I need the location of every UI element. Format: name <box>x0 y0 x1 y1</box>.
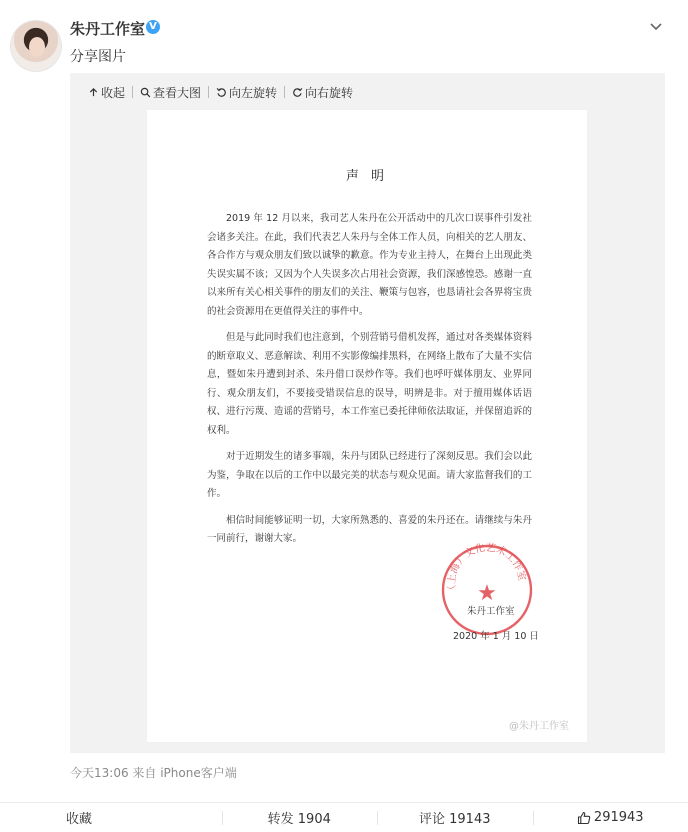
view-large-label: 查看大图 <box>153 85 202 100</box>
statement-paragraph: 相信时间能够证明一切，大家所熟悉的、喜爱的朱丹还在。请继续与朱丹一同前行，谢谢大家。 <box>207 514 532 544</box>
view-large-button[interactable] <box>140 84 201 101</box>
like-button[interactable] <box>533 803 688 832</box>
rotate-right-icon <box>292 87 303 98</box>
statement-paragraph: 2019 年 12 月以来，我司艺人朱丹在公开活动中的几次口误事件引发社会诸多关注。在此，我们代表艺人朱丹与全体工作人员，向相关的艺人朋友、各合作方与观众朋友们致以诚挚的歉意。作为专业主持人，在舞台上出现此类失误实属不该；又因为个人失误多次占用社会资源，我们深感惶恐。感谢一直以来所有关心相关事件的朋友们的关注、鞭策与包容，也恳请社会各界将宝贵的社会资源用在更值得关注的事件中。 <box>207 213 532 317</box>
post-meta: 今天13:06 来自 iPhone客户端 <box>70 766 237 780</box>
repost-button[interactable] <box>222 803 378 832</box>
search-icon <box>140 87 151 98</box>
comment-button[interactable] <box>377 803 533 832</box>
image-toolbar <box>88 83 353 101</box>
favorite-button[interactable] <box>0 803 222 832</box>
like-count: 291943 <box>593 810 644 825</box>
action-bar <box>0 802 688 832</box>
collapse-arrow-icon <box>88 87 99 98</box>
statement-image[interactable] <box>147 110 587 742</box>
post-text: 分享图片 <box>70 49 126 65</box>
rotate-left-icon <box>216 87 227 98</box>
seal-text: （上海）文化艺术工作室 <box>446 542 528 596</box>
image-viewer <box>70 73 665 753</box>
statement-body <box>207 210 532 557</box>
red-seal-stamp <box>439 542 535 638</box>
seal-star-icon: ★ <box>477 581 497 606</box>
favorite-label: 收藏 <box>66 812 93 827</box>
avatar[interactable] <box>10 20 62 72</box>
rotate-left-button[interactable] <box>216 84 277 101</box>
toolbar-divider <box>132 86 133 98</box>
chevron-down-icon[interactable] <box>648 18 664 34</box>
statement-paragraph: 对于近期发生的诸多事端，朱丹与团队已经进行了深刻反思。我们会以此为鉴，争取在以后的工作中以最完美的状态与观众见面。请大家监督我们的工作。 <box>207 451 532 499</box>
thumbs-up-icon <box>577 811 591 825</box>
rotate-right-label: 向右旋转 <box>305 85 354 100</box>
rotate-right-button[interactable] <box>292 84 353 101</box>
collapse-label: 收起 <box>101 85 126 100</box>
collapse-button[interactable] <box>88 84 125 101</box>
repost-label: 转发 1904 <box>267 812 331 827</box>
comment-label: 评论 19143 <box>419 812 491 827</box>
author-name[interactable]: 朱丹工作室 <box>70 20 146 38</box>
toolbar-divider <box>284 86 285 98</box>
statement-title: 声 明 <box>345 169 389 184</box>
statement-date: 2020 年 1 月 10 日 <box>453 631 539 642</box>
verified-badge-icon: V <box>146 20 160 34</box>
rotate-left-label: 向左旋转 <box>229 85 278 100</box>
image-watermark: @朱丹工作室 <box>509 721 569 732</box>
statement-signature: 朱丹工作室 <box>467 606 515 617</box>
toolbar-divider <box>208 86 209 98</box>
statement-paragraph: 但是与此同时我们也注意到，个别营销号借机发挥，通过对各类媒体资料的断章取义、恶意解读、利用不实影像编排黑料，在网络上散布了大量不实信息，暨如朱丹遭到封杀、朱丹借口误炒作等。我们也呼吁媒体朋友、业界同行、观众朋友们，不要接受错误信息的误导，明辨是非。对于擅用媒体话语权、进行污蔑、造谣的营销号，本工作室已委托律师依法取证，并保留追诉的权利。 <box>207 332 532 436</box>
